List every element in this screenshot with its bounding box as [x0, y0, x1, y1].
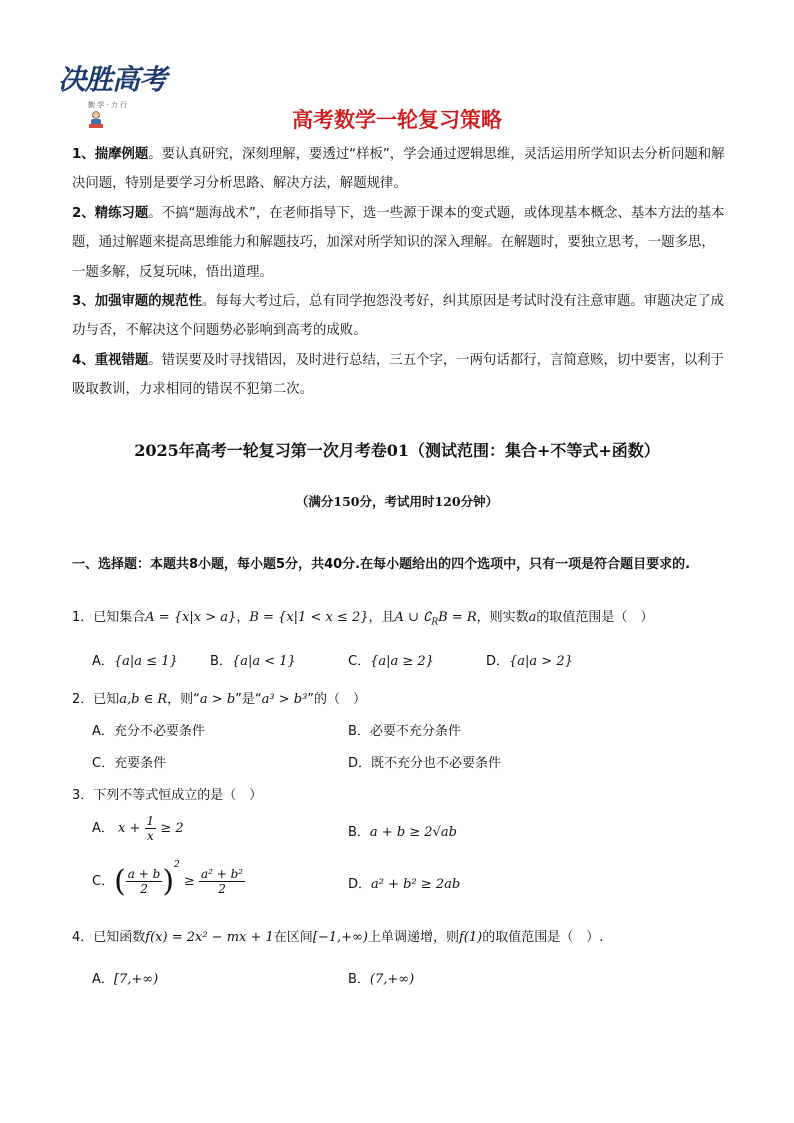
- math: a,b ∈ R: [119, 692, 168, 707]
- q4-option-b[interactable]: [348, 968, 414, 987]
- q1-option-a[interactable]: [92, 650, 178, 669]
- option-text: 必要不充分条件: [369, 724, 461, 739]
- option-text: 充分不必要条件: [113, 724, 205, 739]
- option-text: {a|a > 2}: [509, 654, 573, 669]
- math: [−1,+∞): [312, 930, 368, 945]
- option-text: 充要条件: [114, 756, 167, 771]
- exam-title: 2025年高考一轮复习第一次月考卷01（测试范围：集合+不等式+函数）: [134, 441, 660, 460]
- option-label: C．: [348, 654, 371, 669]
- tip-body: 。不搞“题海战术”，在老师指导下，选一些源于课本的变式题，或体现基本概念、基本方法的基本题，通过解题来提高思维能力和解题技巧，加深对所学知识的深入理解。在解题时，要独立思考，一题多思，一题多解，反复玩味，悟出道理。: [72, 205, 725, 280]
- option-label: A．: [92, 654, 114, 669]
- option-label: B．: [210, 654, 232, 669]
- exam-subtitle: （满分150分，考试用时120分钟）: [295, 494, 499, 509]
- q-text: ，且: [368, 610, 395, 625]
- option-text: 既不充分也不必要条件: [371, 756, 502, 771]
- math: R: [431, 617, 439, 628]
- math: ≥: [183, 874, 195, 889]
- option-label: B．: [348, 972, 370, 987]
- math: f(1): [459, 930, 483, 945]
- tip-2: [72, 199, 726, 287]
- numerator: a² + b²: [200, 867, 244, 881]
- option-text: {a|a ≤ 1}: [113, 654, 178, 669]
- q3-option-b[interactable]: [348, 821, 457, 840]
- q1-option-b[interactable]: [210, 650, 296, 669]
- math: A = {x|x > a}: [145, 610, 237, 625]
- option-text: [7,+∞): [113, 972, 159, 987]
- option-label: C．: [92, 756, 115, 771]
- q2-option-b[interactable]: [348, 720, 461, 739]
- q-text: 上单调递增，则: [367, 930, 459, 945]
- q1-option-d[interactable]: [486, 650, 573, 669]
- q-text: ，则“: [167, 692, 200, 707]
- tip-head: 2、精练习题: [72, 205, 149, 221]
- numerator: 1: [146, 814, 155, 828]
- option-label: D．: [348, 877, 372, 892]
- math: x +: [118, 821, 141, 836]
- tip-3: [72, 287, 726, 346]
- option-text: {a|a < 1}: [231, 654, 296, 669]
- math: ≥ 2: [160, 821, 184, 836]
- page-title: 高考数学一轮复习策略: [292, 108, 502, 132]
- option-label: A．: [92, 724, 114, 739]
- paren-close: ): [162, 864, 175, 899]
- tip-1: [72, 140, 726, 199]
- tip-4: [72, 346, 726, 405]
- fraction: [145, 814, 157, 843]
- option-text: (7,+∞): [369, 972, 415, 987]
- paren-open: (: [114, 864, 126, 899]
- strategy-tips: [72, 140, 726, 405]
- math: A ∪ ∁: [394, 610, 432, 625]
- option-text: a² + b² ≥ 2ab: [371, 877, 461, 892]
- q2-option-c[interactable]: [92, 752, 166, 771]
- math: a: [528, 610, 537, 625]
- question-2-stem: [72, 688, 366, 707]
- q2-option-a[interactable]: [92, 720, 205, 739]
- fraction: [199, 867, 245, 896]
- option-text: {a|a ≥ 2}: [370, 654, 434, 669]
- math: B = R: [438, 610, 477, 625]
- q-text: 2．已知: [72, 692, 120, 707]
- option-label: D．: [348, 756, 372, 771]
- numerator: a + b: [127, 867, 161, 881]
- section-header: 一、选择题：本题共8小题，每小题5分，共40分.在每小题给出的四个选项中，只有一项是符合题目要求的.: [72, 557, 691, 572]
- q-text: ”的（ ）: [307, 692, 367, 707]
- q1-option-c[interactable]: [348, 650, 434, 669]
- tip-head: 4、重视错题: [72, 352, 149, 368]
- tip-body: 。每每大考过后，总有同学抱怨没考好，纠其原因是考试时没有注意审题。审题决定了成功与否，不解决这个问题势必影响到高考的成败。: [72, 294, 725, 339]
- logo-text: 决胜高考: [58, 63, 167, 96]
- fraction: [126, 867, 163, 896]
- q3-option-c[interactable]: [92, 860, 245, 899]
- denominator: 2: [218, 882, 226, 896]
- q-text: 的取值范围是（ ）.: [482, 930, 604, 945]
- math: B = {x|1 < x ≤ 2}: [249, 610, 369, 625]
- option-label: C．: [92, 874, 115, 889]
- q-text: 的取值范围是（ ）: [536, 610, 654, 625]
- question-3-stem: 3．下列不等式恒成立的是（ ）: [72, 788, 263, 803]
- math: f(x) = 2x² − mx + 1: [145, 930, 274, 945]
- tip-body: 。要认真研究，深刻理解，要透过“样板”，学会通过逻辑思维，灵活运用所学知识去分析问题和解决问题，特别是要学习分析思路、解决方法，解题规律。: [72, 147, 725, 192]
- option-label: A．: [92, 972, 114, 987]
- q4-option-a[interactable]: [92, 968, 158, 987]
- q-text: 在区间: [273, 930, 313, 945]
- option-label: B．: [348, 724, 370, 739]
- question-1-stem: 1．已知集合A = {x|x > a}，B = {x|1 < x ≤ 2}，且A ∪ $∁_RB = R$，则实数a的取值范围是（ ）: [72, 610, 654, 628]
- option-label: D．: [486, 654, 510, 669]
- tip-head: 1、揣摩例题: [72, 147, 149, 162]
- math: a³ > b³: [261, 692, 308, 707]
- tip-body: 。错误要及时寻找错因，及时进行总结，三五个字，一两句话都行，言简意赅，切中要害，以利于吸取教训，力求相同的错误不犯第二次。: [72, 352, 725, 398]
- q-text: 1．已知集合: [72, 610, 146, 625]
- option-label: A．: [92, 821, 114, 836]
- q2-option-d[interactable]: [348, 752, 501, 771]
- option-text: a + b ≥ 2√ab: [369, 825, 457, 840]
- q-text: ，则实数: [476, 610, 529, 625]
- exponent: 2: [174, 860, 180, 870]
- question-4-stem: [72, 926, 603, 945]
- logo-subtitle: 勤 学 · 力 行: [88, 101, 128, 109]
- tip-head: 3、加强审题的规范性: [72, 294, 202, 310]
- q3-option-d[interactable]: [348, 873, 460, 892]
- math: a > b: [199, 692, 236, 707]
- q3-option-a[interactable]: [92, 814, 184, 843]
- denominator: 2: [140, 882, 148, 896]
- denominator: x: [146, 829, 154, 843]
- q-text: 4．已知函数: [72, 930, 146, 945]
- q-text: ”是“: [235, 692, 262, 707]
- option-label: B．: [348, 825, 370, 840]
